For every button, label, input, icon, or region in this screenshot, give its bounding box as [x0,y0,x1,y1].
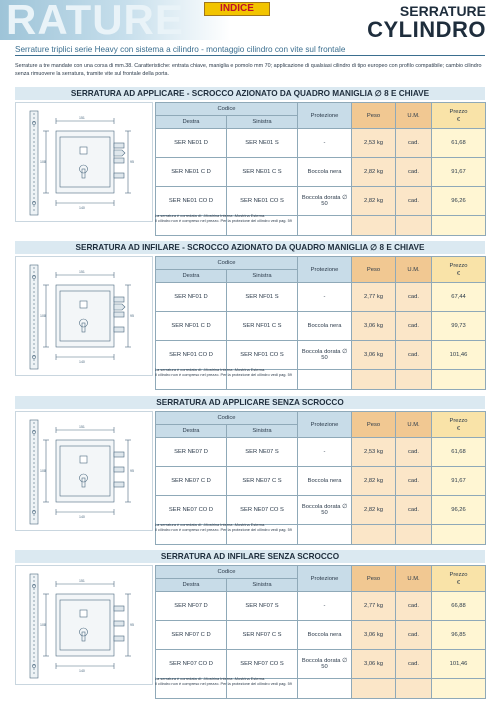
lock-section [15,241,485,381]
code-sinistra: SER NF07 CO S [227,650,298,679]
svg-text:151: 151 [79,116,85,120]
section-title: SERRATURA AD APPLICARE SENZA SCROCCO [15,396,485,409]
header-codice: Codice [156,103,298,116]
header-prezzo [432,566,486,592]
table-row [156,592,486,621]
peso-cell: 3,06 kg [352,341,396,370]
table-header-row [156,412,486,425]
svg-text:151: 151 [79,270,85,274]
code-destra: SER NE01 C D [156,158,227,187]
empty-cell [432,525,486,545]
svg-text:95: 95 [130,623,134,627]
header-sinistra: Sinistra [227,116,298,129]
svg-text:140: 140 [79,515,85,519]
svg-text:95: 95 [130,160,134,164]
header-peso: Peso [352,412,396,438]
code-destra: SER NE07 CO D [156,496,227,525]
header-prezzo-label: Prezzo [449,262,468,269]
note-line2: Il cilindro non è compreso nel prezzo. Per la protezione del cilindro vedi pag. 59 [155,372,292,377]
svg-text:140: 140 [79,360,85,364]
um-cell: cad. [396,621,432,650]
header-destra: Destra [156,425,227,438]
header-sinistra: Sinistra [227,425,298,438]
section-note [155,213,292,223]
header-prezzo-label: Prezzo [449,571,468,578]
header-protezione: Protezione [298,257,352,283]
header-um: U.M. [396,566,432,592]
svg-text:140: 140 [79,206,85,210]
empty-cell [352,525,396,545]
section-title: SERRATURA AD INFILARE SENZA SCROCCO [15,550,485,563]
code-destra: SER NE07 D [156,438,227,467]
header-prezzo [432,412,486,438]
prezzo-cell: 101,46 [432,341,486,370]
protezione-cell: - [298,129,352,158]
lock-drawing [15,102,153,222]
subtitle: Serrature triplici serie Heavy con sistema a cilindro - montaggio cilindro con vite sul frontale [15,45,485,56]
svg-text:95: 95 [130,469,134,473]
code-sinistra: SER NE07 CO S [227,496,298,525]
svg-text:108: 108 [40,160,46,164]
prezzo-cell: 61,68 [432,438,486,467]
um-cell: cad. [396,283,432,312]
svg-text:140: 140 [79,669,85,673]
section-title: SERRATURA AD INFILARE - SCROCCO AZIONATO DA QUADRO MANIGLIA ∅ 8 E CHIAVE [15,241,485,254]
header-protezione: Protezione [298,566,352,592]
empty-cell [396,679,432,699]
prezzo-cell: 61,68 [432,129,486,158]
lock-technical-drawing [16,103,152,221]
svg-text:151: 151 [79,425,85,429]
page-title-line2: CYLINDRO [367,17,486,42]
section-note [155,522,292,532]
header-prezzo-currency: € [456,116,461,123]
um-cell: cad. [396,592,432,621]
um-cell: cad. [396,496,432,525]
prezzo-cell: 96,26 [432,187,486,216]
peso-cell: 3,06 kg [352,621,396,650]
empty-cell [298,679,352,699]
um-cell: cad. [396,129,432,158]
protezione-cell: - [298,592,352,621]
peso-cell: 2,77 kg [352,592,396,621]
header-prezzo-currency: € [456,270,461,277]
prezzo-cell: 99,73 [432,312,486,341]
table-row [156,467,486,496]
table-header-row [156,566,486,579]
header-sinistra: Sinistra [227,270,298,283]
code-destra: SER NF07 C D [156,621,227,650]
svg-text:108: 108 [40,469,46,473]
peso-cell: 2,77 kg [352,283,396,312]
note-line2: Il cilindro non è compreso nel prezzo. Per la protezione del cilindro vedi pag. 59 [155,218,292,223]
peso-cell: 3,06 kg [352,312,396,341]
header-destra: Destra [156,579,227,592]
peso-cell: 2,53 kg [352,438,396,467]
section-note [155,367,292,377]
svg-text:108: 108 [40,623,46,627]
code-sinistra: SER NF01 C S [227,312,298,341]
empty-cell [352,370,396,390]
header-codice: Codice [156,257,298,270]
header-um: U.M. [396,103,432,129]
note-line1: La serratura è corredata di: -Mostrina Interna -Mostrina Esterna. [155,367,266,372]
protezione-cell: Boccola nera [298,158,352,187]
protezione-cell: Boccola nera [298,621,352,650]
peso-cell: 2,53 kg [352,129,396,158]
protezione-cell: - [298,283,352,312]
empty-cell [432,370,486,390]
empty-cell [432,679,486,699]
code-destra: SER NF01 C D [156,312,227,341]
prezzo-cell: 67,44 [432,283,486,312]
code-destra: SER NF07 D [156,592,227,621]
table-row [156,283,486,312]
protezione-cell: Boccola dorata ∅ 50 [298,496,352,525]
note-line2: Il cilindro non è compreso nel prezzo. Per la protezione del cilindro vedi pag. 59 [155,681,292,686]
empty-cell [298,370,352,390]
um-cell: cad. [396,187,432,216]
prezzo-cell: 66,88 [432,592,486,621]
lock-section [15,87,485,227]
um-cell: cad. [396,650,432,679]
lock-drawing [15,256,153,376]
table-row [156,621,486,650]
section-title: SERRATURA AD APPLICARE - SCROCCO AZIONATO DA QUADRO MANIGLIA ∅ 8 E CHIAVE [15,87,485,100]
intro-text: Serrature a tre mandate con una corsa di mm.38. Caratteristiche: entrata chiave, maniglia e pomolo mm 70; applicazione di qualsiasi cilindro di tipo europeo con profilo compatibile; cambio cilindro senza rimuovere la serratura, tramite vite sul frontale della porta. [15,63,482,77]
note-line2: Il cilindro non è compreso nel prezzo. Per la protezione del cilindro vedi pag. 59 [155,527,292,532]
banner-word: RATURE [6,0,184,43]
peso-cell: 2,82 kg [352,187,396,216]
peso-cell: 3,06 kg [352,650,396,679]
code-destra: SER NF01 CO D [156,341,227,370]
empty-cell [432,216,486,236]
indice-button[interactable]: INDICE [204,2,270,16]
lock-technical-drawing [16,257,152,375]
code-destra: SER NF07 CO D [156,650,227,679]
prezzo-cell: 96,85 [432,621,486,650]
header-prezzo-currency: € [456,425,461,432]
empty-cell [352,216,396,236]
header-destra: Destra [156,116,227,129]
page-title-line1: SERRATURE [399,3,486,19]
um-cell: cad. [396,312,432,341]
protezione-cell: Boccola dorata ∅ 50 [298,650,352,679]
header-peso: Peso [352,103,396,129]
header-prezzo-label: Prezzo [449,417,468,424]
empty-cell [352,679,396,699]
svg-text:95: 95 [130,314,134,318]
prezzo-cell: 91,67 [432,158,486,187]
protezione-cell: - [298,438,352,467]
protezione-cell: Boccola dorata ∅ 50 [298,341,352,370]
empty-cell [298,525,352,545]
protezione-cell: Boccola nera [298,312,352,341]
lock-technical-drawing [16,412,152,530]
lock-drawing [15,565,153,685]
empty-cell [396,370,432,390]
code-sinistra: SER NE07 S [227,438,298,467]
lock-drawing [15,411,153,531]
code-sinistra: SER NF01 CO S [227,341,298,370]
section-note [155,676,292,686]
header-um: U.M. [396,257,432,283]
lock-section [15,396,485,536]
lock-section [15,550,485,690]
table-header-row [156,103,486,116]
header-sinistra: Sinistra [227,579,298,592]
code-sinistra: SER NF07 S [227,592,298,621]
code-destra: SER NE01 D [156,129,227,158]
header-banner [0,0,500,43]
code-sinistra: SER NE07 C S [227,467,298,496]
table-row [156,129,486,158]
code-sinistra: SER NE01 S [227,129,298,158]
peso-cell: 2,82 kg [352,496,396,525]
empty-cell [298,216,352,236]
svg-text:108: 108 [40,314,46,318]
code-sinistra: SER NE01 CO S [227,187,298,216]
table-row [156,341,486,370]
empty-cell [396,216,432,236]
header-peso: Peso [352,566,396,592]
header-protezione: Protezione [298,103,352,129]
protezione-cell: Boccola dorata ∅ 50 [298,187,352,216]
header-peso: Peso [352,257,396,283]
header-codice: Codice [156,566,298,579]
prezzo-cell: 96,26 [432,496,486,525]
header-prezzo-currency: € [456,579,461,586]
note-line1: La serratura è corredata di: -Mostrina Interna -Mostrina Esterna. [155,522,266,527]
prezzo-cell: 91,67 [432,467,486,496]
code-destra: SER NE01 CO D [156,187,227,216]
svg-text:151: 151 [79,579,85,583]
um-cell: cad. [396,467,432,496]
um-cell: cad. [396,158,432,187]
protezione-cell: Boccola nera [298,467,352,496]
table-row [156,650,486,679]
header-prezzo [432,257,486,283]
table-row [156,496,486,525]
note-line1: La serratura è corredata di: -Mostrina Interna -Mostrina Esterna. [155,213,266,218]
header-protezione: Protezione [298,412,352,438]
header-destra: Destra [156,270,227,283]
table-header-row [156,257,486,270]
page-title [367,4,486,41]
table-row [156,438,486,467]
peso-cell: 2,82 kg [352,467,396,496]
header-codice: Codice [156,412,298,425]
note-line1: La serratura è corredata di: -Mostrina Interna -Mostrina Esterna. [155,676,266,681]
um-cell: cad. [396,438,432,467]
code-sinistra: SER NF07 C S [227,621,298,650]
prezzo-cell: 101,46 [432,650,486,679]
code-sinistra: SER NE01 C S [227,158,298,187]
header-prezzo [432,103,486,129]
header-prezzo-label: Prezzo [449,108,468,115]
code-destra: SER NE07 C D [156,467,227,496]
code-sinistra: SER NF01 S [227,283,298,312]
code-destra: SER NF01 D [156,283,227,312]
table-row [156,158,486,187]
table-row [156,312,486,341]
lock-technical-drawing [16,566,152,684]
header-um: U.M. [396,412,432,438]
table-row [156,187,486,216]
um-cell: cad. [396,341,432,370]
empty-cell [396,525,432,545]
peso-cell: 2,82 kg [352,158,396,187]
